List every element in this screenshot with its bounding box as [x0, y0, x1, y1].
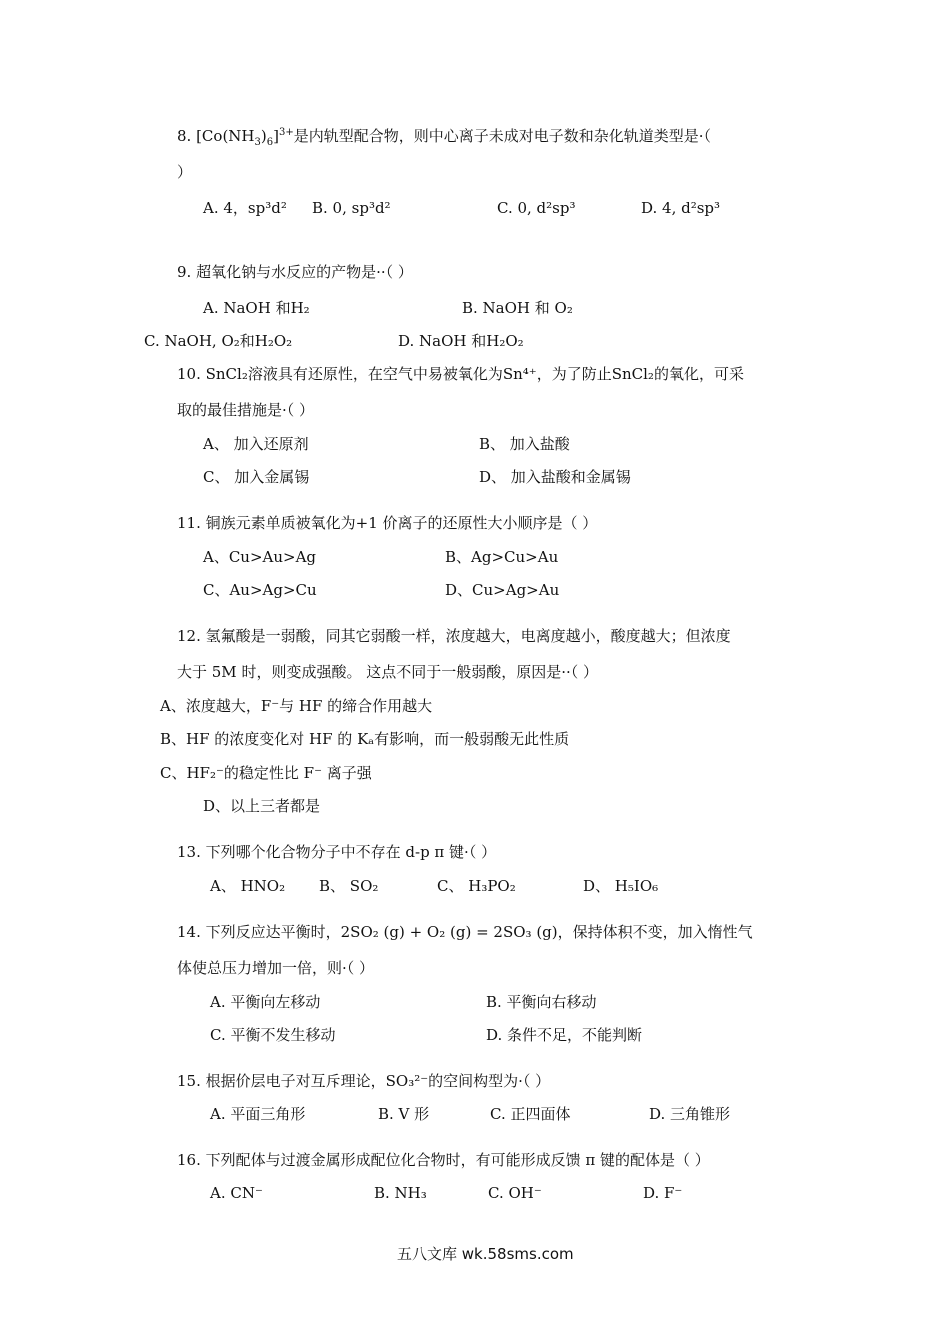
- q15-option-b: B. V 形: [378, 1105, 430, 1123]
- q14-stem-line2: 体使总压力增加一倍，则·（ ）: [177, 959, 375, 977]
- footer-watermark: 五八文库 wk.58sms.com: [397, 1245, 574, 1263]
- q8-stem: 8. $[Co(NH_3)_6]^{3+}$是内轨型配合物，则中心离子未成对电子数和杂化轨道类型是·（: [177, 127, 711, 148]
- q14-option-b: B. 平衡向右移动: [486, 993, 597, 1011]
- q16-option-d: D. F⁻: [643, 1184, 683, 1202]
- q9-option-a: A. NaOH 和H₂: [203, 299, 310, 317]
- q16-option-b: B. NH₃: [374, 1184, 427, 1202]
- q11-stem: 11. 铜族元素单质被氧化为+1 价离子的还原性大小顺序是（ ）: [177, 514, 598, 532]
- q13-option-b: B、 SO₂: [319, 877, 379, 895]
- q14-option-a: A. 平衡向左移动: [210, 993, 321, 1011]
- q16-stem: 16. 下列配体与过渡金属形成配位化合物时，有可能形成反馈 π 键的配体是（ ）: [177, 1151, 710, 1169]
- q10-option-d: D、 加入盐酸和金属锡: [479, 468, 631, 486]
- q15-stem: 15. 根据价层电子对互斥理论，SO₃²⁻的空间构型为·（ ）: [177, 1072, 551, 1090]
- q14-option-d: D. 条件不足，不能判断: [486, 1026, 643, 1044]
- q15-option-d: D. 三角锥形: [649, 1105, 731, 1123]
- q12-option-d: D、以上三者都是: [203, 797, 321, 815]
- q12-stem-line2: 大于 5M 时，则变成强酸。 这点不同于一般弱酸，原因是··（ ）: [177, 663, 599, 681]
- q10-stem-line2: 取的最佳措施是·（ ）: [177, 401, 315, 419]
- q12-option-c: C、HF₂⁻的稳定性比 F⁻ 离子强: [160, 764, 372, 782]
- q10-option-c: C、 加入金属锡: [203, 468, 310, 486]
- q13-option-c: C、 H₃PO₂: [437, 877, 516, 895]
- q11-option-b: B、Ag>Cu>Au: [445, 548, 559, 566]
- q10-stem-line1: 10. SnCl₂溶液具有还原性，在空气中易被氧化为Sn⁴⁺，为了防止SnCl₂的氧化，可采: [177, 365, 744, 383]
- q11-option-c: C、Au>Ag>Cu: [203, 581, 317, 599]
- q9-stem: 9. 超氧化钠与水反应的产物是··（ ）: [177, 263, 413, 281]
- q16-option-c: C. OH⁻: [488, 1184, 542, 1202]
- q13-stem: 13. 下列哪个化合物分子中不存在 d-p π 键·（ ）: [177, 843, 497, 861]
- q10-option-b: B、 加入盐酸: [479, 435, 570, 453]
- q16-option-a: A. CN⁻: [210, 1184, 263, 1202]
- q14-stem-line1: 14. 下列反应达平衡时，2SO₂ (g) + O₂ (g) = 2SO₃ (g)，保持体积不变，加入惰性气: [177, 923, 753, 941]
- q11-option-a: A、Cu>Au>Ag: [203, 548, 317, 566]
- q15-option-c: C. 正四面体: [490, 1105, 571, 1123]
- q8-stem-close: ）: [177, 163, 193, 181]
- q13-option-a: A、 HNO₂: [210, 877, 286, 895]
- q9-option-b: B. NaOH 和 O₂: [462, 299, 573, 317]
- q14-option-c: C. 平衡不发生移动: [210, 1026, 336, 1044]
- q13-option-d: D、 H₅IO₆: [583, 877, 659, 895]
- q11-option-d: D、Cu>Ag>Au: [445, 581, 560, 599]
- q12-option-b: B、HF 的浓度变化对 HF 的 Kₐ有影响，而一般弱酸无此性质: [160, 730, 570, 748]
- q12-stem-line1: 12. 氢氟酸是一弱酸，同其它弱酸一样，浓度越大，电离度越小，酸度越大；但浓度: [177, 627, 731, 645]
- q10-option-a: A、 加入还原剂: [203, 435, 309, 453]
- q15-option-a: A. 平面三角形: [210, 1105, 306, 1123]
- q9-option-d: D. NaOH 和H₂O₂: [398, 332, 524, 350]
- q8-option-c: C. 0, d²sp³: [497, 199, 576, 217]
- q8-option-b: B. 0, sp³d²: [312, 199, 391, 217]
- q9-option-c: C. NaOH, O₂和H₂O₂: [144, 332, 293, 350]
- q8-option-a: A. 4，sp³d²: [203, 199, 287, 217]
- q12-option-a: A、浓度越大，F⁻与 HF 的缔合作用越大: [160, 697, 433, 715]
- q8-option-d: D. 4, d²sp³: [641, 199, 721, 217]
